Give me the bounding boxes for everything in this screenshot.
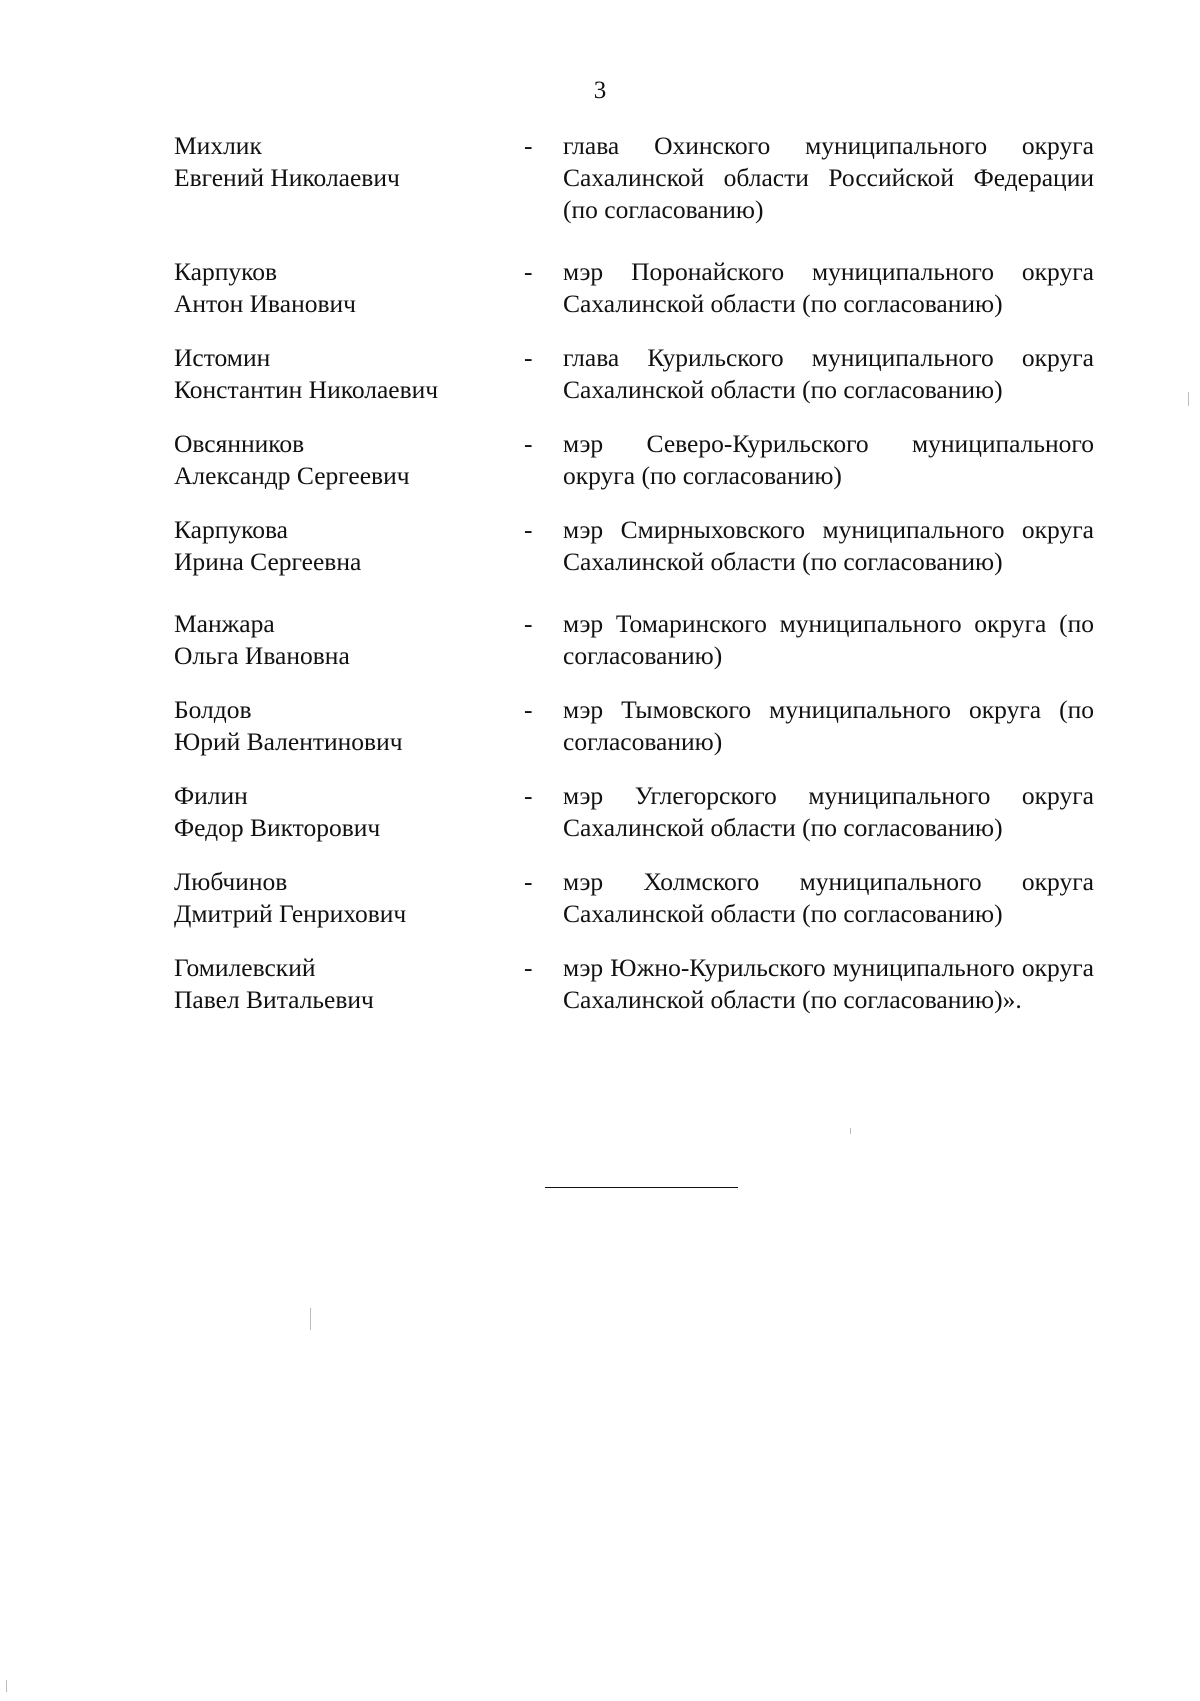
member-role: мэр Углегорского муниципального округа Сахалинской области (по согласованию) (563, 781, 1094, 842)
member-name (174, 514, 524, 578)
dash-separator: - (524, 131, 533, 160)
member-surname: Филин (174, 781, 248, 810)
member-name (174, 780, 524, 844)
member-name (174, 428, 524, 492)
list-item (174, 694, 1094, 758)
member-given-names: Федор Викторович (174, 813, 381, 842)
dash-separator: - (524, 515, 533, 544)
member-surname: Гомилевский (174, 953, 316, 982)
member-role: мэр Северо-Курильского муниципального округа (по согласованию) (563, 429, 1094, 490)
member-given-names: Дмитрий Генрихович (174, 899, 407, 928)
member-surname: Карпуков (174, 257, 278, 286)
list-item (174, 130, 1094, 226)
member-surname: Любчинов (174, 867, 288, 896)
member-given-names: Павел Витальевич (174, 985, 374, 1014)
dash-separator: - (524, 257, 533, 286)
dash-separator: - (524, 429, 533, 458)
member-role: мэр Тымовского муниципального округа (по согласованию) (563, 695, 1094, 756)
scan-speck (6, 1680, 7, 1692)
member-given-names: Александр Сергеевич (174, 461, 410, 490)
list-item (174, 780, 1094, 844)
dash-separator: - (524, 695, 533, 724)
member-name (174, 952, 524, 1016)
member-surname: Манжара (174, 609, 275, 638)
scan-speck (310, 1308, 311, 1330)
list-item (174, 952, 1094, 1016)
member-surname: Болдов (174, 695, 252, 724)
dash-separator: - (524, 953, 533, 982)
member-surname: Карпукова (174, 515, 289, 544)
member-name (174, 256, 524, 320)
list-item (174, 608, 1094, 672)
member-name (174, 130, 524, 194)
member-name (174, 342, 524, 406)
member-role: глава Охинского муниципального округа Сахалинской области Российской Федерации (по согласованию) (563, 131, 1094, 224)
member-name (174, 608, 524, 672)
member-given-names: Константин Николаевич (174, 375, 439, 404)
closing-divider (545, 1187, 738, 1188)
member-given-names: Антон Иванович (174, 289, 356, 318)
member-role: мэр Южно-Курильского муниципального округа Сахалинской области (по согласованию)». (563, 953, 1094, 1014)
member-role: мэр Смирныховского муниципального округа Сахалинской области (по согласованию) (563, 515, 1094, 576)
member-given-names: Юрий Валентинович (174, 727, 403, 756)
member-given-names: Ольга Ивановна (174, 641, 350, 670)
page-number: 3 (593, 77, 607, 104)
list-item (174, 514, 1094, 578)
member-role: мэр Поронайского муниципального округа Сахалинской области (по согласованию) (563, 257, 1094, 318)
member-role: мэр Холмского муниципального округа Сахалинской области (по согласованию) (563, 867, 1094, 928)
scan-speck (1188, 392, 1189, 406)
member-role: мэр Томаринского муниципального округа (по согласованию) (563, 609, 1094, 670)
dash-separator: - (524, 609, 533, 638)
member-given-names: Ирина Сергеевна (174, 547, 362, 576)
member-role: глава Курильского муниципального округа Сахалинской области (по согласованию) (563, 343, 1094, 404)
member-surname: Истомин (174, 343, 271, 372)
scan-speck (850, 1128, 851, 1134)
member-name (174, 694, 524, 758)
member-given-names: Евгений Николаевич (174, 163, 400, 192)
dash-separator: - (524, 781, 533, 810)
member-name (174, 866, 524, 930)
dash-separator: - (524, 343, 533, 372)
list-item (174, 428, 1094, 492)
list-item (174, 866, 1094, 930)
member-surname: Овсянников (174, 429, 305, 458)
list-item (174, 256, 1094, 320)
member-surname: Михлик (174, 131, 262, 160)
members-list (174, 130, 1094, 1038)
list-item (174, 342, 1094, 406)
dash-separator: - (524, 867, 533, 896)
